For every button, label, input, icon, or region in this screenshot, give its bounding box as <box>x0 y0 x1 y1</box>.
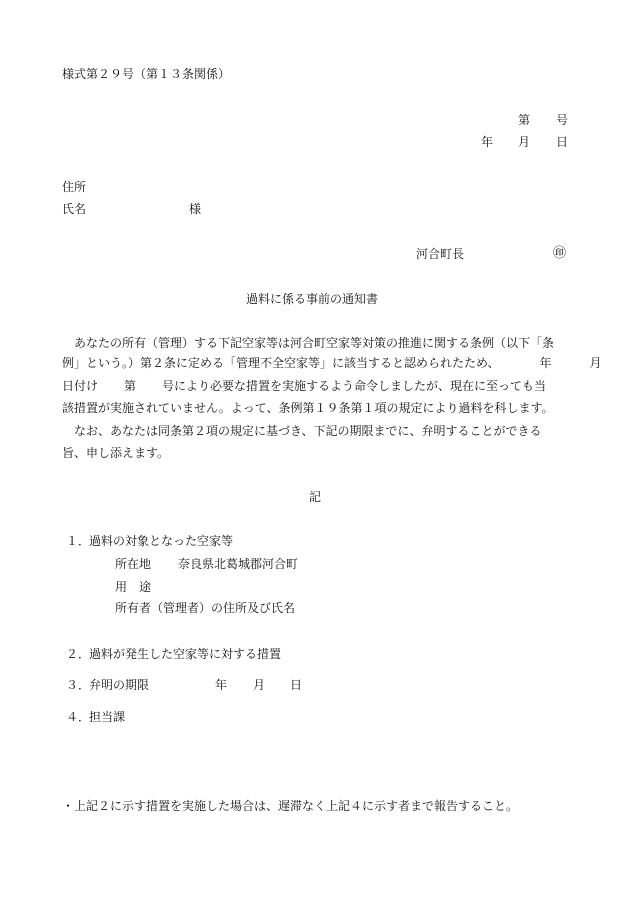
item3-label: 弁明の期限 <box>89 678 150 692</box>
body-p2-line1: なお、あなたは同条第２項の規定に基づき、下記の期限までに、弁明することができる <box>74 424 542 438</box>
body-p1-line4: 該措置が実施されていません。よって、条例第１９条第１項の規定により過料を科します。 <box>62 401 554 415</box>
body-p1-line1: あなたの所有（管理）する下記空家等は河合町空家等対策の推進に関する条例（以下「条 <box>74 336 555 350</box>
item2-label: 過料が発生した空家等に対する措置 <box>89 647 282 661</box>
address-label: 住所 <box>62 180 87 194</box>
location-label: 所在地 <box>115 557 152 571</box>
item1-label: 過料の対象となった空家等 <box>89 534 234 548</box>
ki-heading: 記 <box>309 490 322 504</box>
footer-note: ・上記２に示す措置を実施した場合は、遅滞なく上記４に示す者まで報告すること。 <box>62 799 519 813</box>
item3-year: 年 <box>215 678 228 692</box>
seal-mark: ㊞ <box>553 246 567 261</box>
item4-label: 担当課 <box>89 710 126 724</box>
name-label: 氏名 <box>62 202 87 216</box>
body-p1-line2-year: 年 <box>539 356 552 370</box>
doc-number-dai: 第 <box>518 113 531 127</box>
body-p1-line3 <box>62 378 546 394</box>
item3-day: 日 <box>290 678 303 692</box>
honorific: 様 <box>189 202 202 216</box>
body-p1-line2 <box>62 355 602 371</box>
use-label: 用 途 <box>115 580 152 594</box>
item1-number: １． <box>66 534 91 548</box>
item4-number: ４． <box>66 710 91 724</box>
date-year: 年 <box>481 135 494 149</box>
item2-number: ２． <box>66 647 91 661</box>
owner-label: 所有者（管理者）の住所及び氏名 <box>115 601 296 615</box>
location-value: 奈良県北葛城郡河合町 <box>178 557 299 571</box>
date-month: 月 <box>518 135 531 149</box>
document-title: 過料に係る事前の通知書 <box>246 292 379 306</box>
body-p1-line3-date: 日付け <box>62 379 99 393</box>
body-p1-line2-month: 月 <box>589 356 602 370</box>
date-day: 日 <box>556 135 569 149</box>
body-p1-line2-text: 例」という。）第２条に定める「管理不全空家等」に該当すると認められたため、 <box>62 356 500 370</box>
sender-title: 河合町長 <box>416 247 465 261</box>
body-p1-line3-dai: 第 <box>124 379 137 393</box>
doc-number-go: 号 <box>556 113 569 127</box>
form-number: 様式第２９号（第１３条関係） <box>62 67 231 81</box>
item3-month: 月 <box>253 678 266 692</box>
body-p1-line3-rest: 号により必要な措置を実施するよう命令しましたが、現在に至っても当 <box>162 379 547 393</box>
body-p2-line2: 旨、申し添えます。 <box>62 446 170 460</box>
item3-number: ３． <box>66 678 91 692</box>
